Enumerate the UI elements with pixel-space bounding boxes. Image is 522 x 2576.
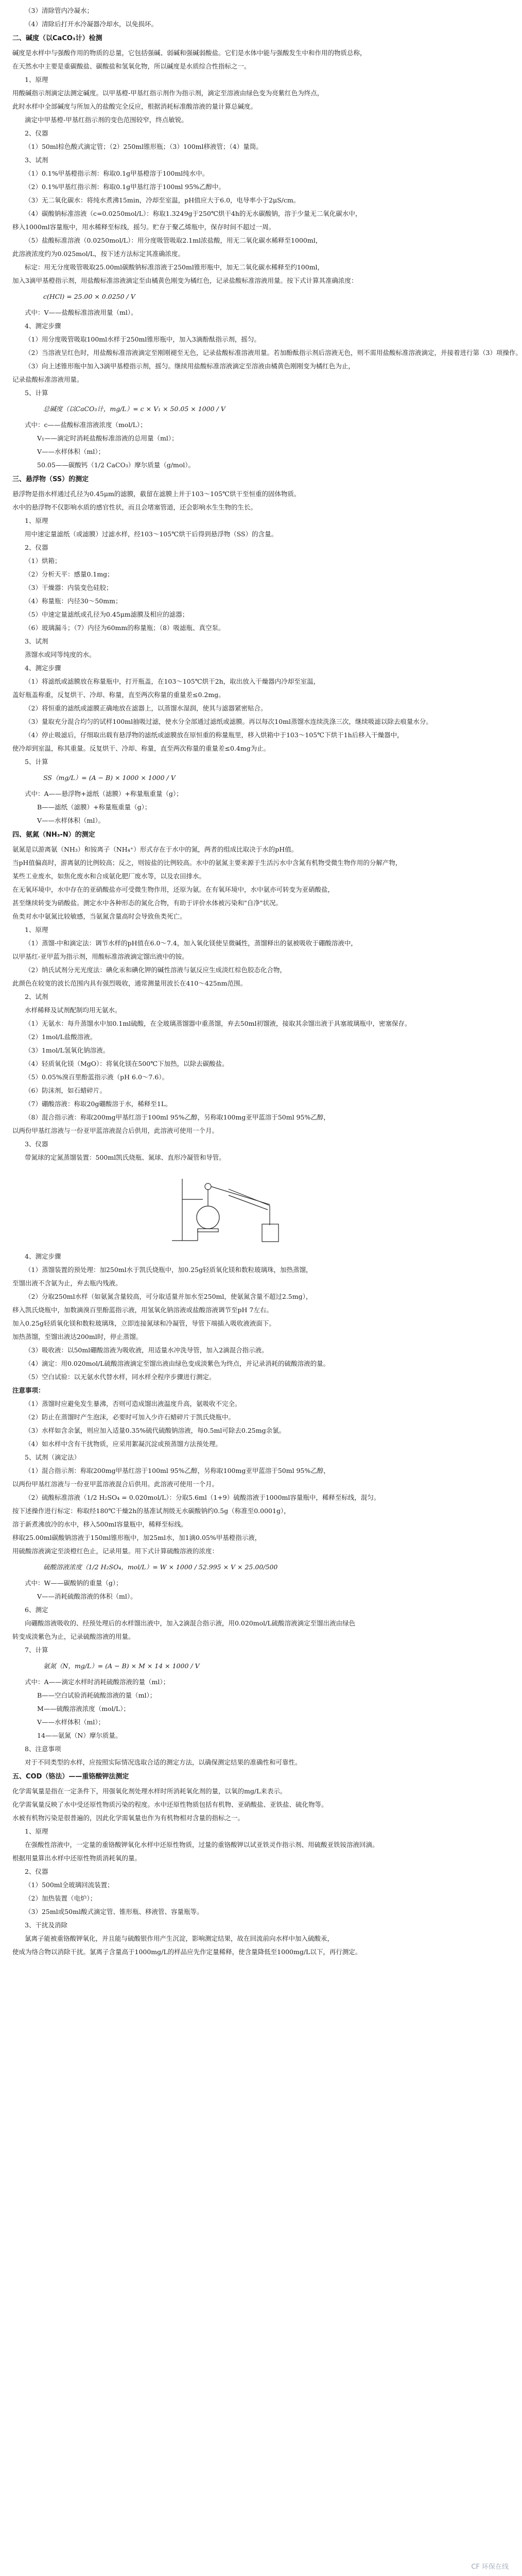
text-line: 水中的悬浮物不仅影响水质的感官性状，而且会堵塞管道，还会影响水生生物的生长。 bbox=[12, 503, 257, 511]
text-line: 式中：c——盐酸标准溶液浓度（mol/L）； bbox=[25, 421, 147, 429]
text-line: 1、原理 bbox=[25, 517, 48, 524]
text-line: （5）中速定量滤纸或孔径为0.45μm滤膜及相应的滤器； bbox=[25, 611, 189, 618]
text-line: 溶于新煮沸放冷的水中，移入500ml容量瓶中，稀释至标线。 bbox=[12, 1520, 187, 1528]
text-line: （3）量取充分混合均匀的试样100ml抽吸过滤，使水分全部通过滤纸或滤膜。再以每次10ml蒸馏水连续洗涤三次，继续吸滤以除去痕量水分。 bbox=[25, 718, 432, 725]
text-line: 3、试剂 bbox=[25, 156, 48, 164]
text-line: 加热蒸馏，至馏出液达200ml时，停止蒸馏。 bbox=[12, 1333, 143, 1341]
text-line: （2）分析天平：感量0.1mg； bbox=[25, 570, 114, 578]
text-line: 碱度是水样中与强酸作用的物质的总量，它包括强碱、弱碱和强碱弱酸盐。它们是水体中能与强酸发生中和作用的物质总称， bbox=[12, 49, 367, 57]
text-line: 使冷却到室温，称其重量。反复烘干、冷却、称量，直至两次称量的重量差≤0.4mg为止。 bbox=[12, 744, 270, 752]
text-line: V——水样体积（ml）。 bbox=[37, 817, 105, 824]
text-line: 移取25.00ml碳酸钠溶液于150ml锥形瓶中，加25ml水，加1滴0.05%甲基橙指示液， bbox=[12, 1534, 262, 1541]
text-line: 此溶液浓度约为0.025mol/L，按下述方法标定其准确浓度。 bbox=[12, 250, 185, 258]
text-line: 5、计算 bbox=[25, 758, 48, 766]
text-line: 加入3滴甲基橙指示剂，用盐酸标准溶液滴定至由橘黄色刚变为橘红色，记录盐酸标准溶液用量。按下式计算其准确浓度： bbox=[12, 277, 358, 284]
text-line: 以两份甲基红溶液与一份亚甲蓝溶液混合后供用。此溶液可使用一个月。 bbox=[12, 1480, 219, 1488]
formula-line: 硫酸溶液浓度（1/2 H₂SO₄，mol/L）= W × 1000 / 52.995 × V × 25.00/500 bbox=[43, 1563, 278, 1571]
text-line: 式中：W——碳酸钠的重量（g）； bbox=[25, 1579, 123, 1587]
text-line: 氨氮是以游离氨（NH₃）和铵离子（NH₄⁺）形式存在于水中的氮，两者的组成比取决于水的pH值。 bbox=[12, 845, 298, 853]
text-line: V₁——滴定时消耗盐酸标准溶液的总用量（ml）； bbox=[37, 434, 178, 442]
text-line: （3）吸收液：以50ml硼酸溶液为吸收液，用适量水冲洗导管，加入2滴混合指示液。 bbox=[25, 1346, 268, 1354]
text-line: 5、计算 bbox=[25, 389, 48, 397]
text-line: 3、仪器 bbox=[25, 1140, 48, 1148]
text-line: 记录盐酸标准溶液用量。 bbox=[12, 376, 83, 383]
section-heading: 四、氨氮（NH₃-N）的测定 bbox=[12, 831, 95, 839]
text-line: 1、原理 bbox=[25, 76, 48, 83]
text-line: （4）如水样中含有干扰物质，应采用絮凝沉淀或预蒸馏方法预处理。 bbox=[25, 1440, 222, 1448]
text-line: 此时水样中全部碱度与所加入的盐酸完全反应，根据消耗标准酸溶液的量计算总碱度。 bbox=[12, 103, 257, 110]
text-line: 6、测定 bbox=[25, 1606, 48, 1614]
text-line: 2、仪器 bbox=[25, 544, 48, 551]
text-line: （2）将恒重的滤纸或滤膜正确地放在滤器上，以蒸馏水湿润，使其与滤器紧密贴合。 bbox=[25, 704, 267, 712]
text-line: （5）0.05%溴百里酚蓝指示液（pH 6.0～7.6）。 bbox=[25, 1073, 169, 1081]
text-line: 滴定中甲基橙-甲基红指示剂的变色范围较窄，终点敏锐。 bbox=[25, 116, 188, 124]
text-line: （2）当溶液呈红色时，用盐酸标准溶液滴定至刚刚褪至无色，记录盐酸标准溶液用量。若加酚酞指示剂后溶液无色，则不需用盐酸标准溶液滴定，并接着进行第（3）项操作。 bbox=[25, 349, 522, 357]
text-line: （1）0.1%甲基橙指示剂：称取0.1g甲基橙溶于100ml纯水中。 bbox=[25, 170, 209, 177]
text-line: V——水样体积（ml）； bbox=[37, 448, 105, 455]
text-line: （1）500ml全玻璃回流装置； bbox=[25, 1881, 114, 1889]
text-line: 使成为络合物以消除干扰。氯离子含量高于1000mg/L的样品应先作定量稀释，使含量降低至1000mg/L以下，再行测定。 bbox=[12, 1948, 362, 1956]
text-line: （1）蒸馏-中和滴定法：调节水样的pH值在6.0～7.4，加入氧化镁使呈微碱性，蒸馏释出的氨被吸收于硼酸溶液中， bbox=[25, 939, 357, 947]
text-line: （2）防止在蒸馏时产生泡沫，必要时可加入少许石蜡碎片于凯氏烧瓶中。 bbox=[25, 1413, 235, 1421]
section-heading: 三、悬浮物（SS）的测定 bbox=[12, 476, 89, 483]
text-line: （2）纳氏试剂分光光度法：碘化汞和碘化钾的碱性溶液与氨反应生成淡红棕色胶态化合物， bbox=[25, 966, 286, 974]
text-line: 按下述操作进行标定：称取经180℃干燥2h的基准试剂级无水碳酸钠约0.5g（称准至0.0001g）， bbox=[12, 1507, 290, 1515]
text-line: （4）称量瓶：内径30～50mm； bbox=[25, 597, 122, 605]
text-line: 当pH值偏高时，游离氨的比例较高；反之，则铵盐的比例较高。水中的氨氮主要来源于生活污水中含氮有机物受微生物作用的分解产物， bbox=[12, 859, 402, 867]
text-line: 4、测定步骤 bbox=[25, 322, 61, 330]
text-line: B——空白试验消耗硫酸溶液的量（ml）； bbox=[37, 1691, 156, 1699]
text-line: 注意事项： bbox=[12, 1386, 45, 1394]
text-line: 对于不同类型的水样，应按照实际情况选取合适的测定方法，以确保测定结果的准确性和可靠性。 bbox=[25, 1758, 302, 1766]
text-line: 以两份甲基红溶液与一份亚甲蓝溶液混合后供用，此溶液可使用一个月。 bbox=[12, 1127, 219, 1134]
text-line: （3）清除管内冷凝水； bbox=[25, 7, 93, 14]
distillation-apparatus-icon bbox=[167, 1168, 301, 1246]
text-line: 移入凯氏烧瓶中，加数滴溴百里酚蓝指示液，用氢氧化钠溶液或盐酸溶液调节至pH 7左右。 bbox=[12, 1306, 273, 1314]
text-line: 水样稀释及试剂配制均用无氨水。 bbox=[25, 1006, 121, 1014]
text-line: 式中：A——滴定水样时消耗硫酸溶液的量（ml）； bbox=[25, 1678, 170, 1686]
text-line: 式中：V——盐酸标准溶液用量（ml）。 bbox=[25, 309, 137, 316]
section-heading: 五、COD（铬法）——重铬酸钾法测定 bbox=[12, 1773, 129, 1781]
text-line: （4）清除后打开水冷凝器冷却水，以免损坏。 bbox=[25, 20, 158, 28]
text-line: （3）干燥器：内装变色硅胶； bbox=[25, 584, 113, 591]
distillation-apparatus-figure bbox=[167, 1168, 301, 1246]
text-line: （6）玻璃漏斗；（7）内径为60mm的称量瓶；（8）吸滤瓶、真空泵。 bbox=[25, 624, 225, 632]
text-line: 2、仪器 bbox=[25, 129, 48, 137]
text-line: （6）防沫剂，如石蜡碎片。 bbox=[25, 1087, 106, 1094]
watermark-text: CF 环保在线 bbox=[471, 2563, 509, 2571]
text-line: （1）混合指示剂：称取200mg甲基红溶于100ml 95%乙醇，另称取100mg亚甲蓝溶于50ml 95%乙醇， bbox=[25, 1467, 330, 1475]
text-line: 向硼酸溶液吸收的、经预处理后的水样馏出液中，加入2滴混合指示液，用0.020mol/L硫酸溶液滴定至馏出液由绿色 bbox=[25, 1619, 356, 1627]
text-line: （1）蒸馏装置的预处理：加250ml水于凯氏烧瓶中，加0.25g轻质氧化镁和数粒玻璃珠，加热蒸馏， bbox=[25, 1266, 312, 1274]
text-line: 式中：A——悬浮物+滤纸（滤膜）+称量瓶重量（g）； bbox=[25, 790, 183, 798]
text-line: 7、计算 bbox=[25, 1646, 48, 1654]
text-line: 用硫酸溶液滴定至淡橙红色止，记录用量。用下式计算硫酸溶液的浓度： bbox=[12, 1547, 219, 1555]
text-line: 甚至继续转变为硝酸盐。测定水中各种形态的氮化合物，有助于评价水体被污染和"自净"状况。 bbox=[12, 899, 283, 907]
text-line: 加入0.25g轻质氧化镁和数粒玻璃珠，立即连接氮球和冷凝管，导管下端插入吸收液液面下。 bbox=[12, 1319, 275, 1327]
text-line: （1）将滤纸或滤膜放在称量瓶中，打开瓶盖，在103～105℃烘干2h，取出放入干燥器内冷却至室温， bbox=[25, 677, 320, 685]
text-line: 此颜色在较宽的波长范围内具有强烈吸收，通常测量用波长在410～425nm范围。 bbox=[12, 979, 247, 987]
text-line: （1）50ml棕色酸式滴定管；（2）250ml锥形瓶；（3）100ml移液管；（4）量筒。 bbox=[25, 143, 263, 150]
text-line: 1、原理 bbox=[25, 1827, 48, 1835]
text-line: （1）蒸馏时应避免发生暴沸，否则可造成馏出液温度升高，氨吸收不完全。 bbox=[25, 1400, 241, 1408]
text-line: 用酸碱指示剂滴定法测定碱度。以甲基橙-甲基红指示剂作为指示剂，滴定至溶液由绿色变为亮紫红色为终点， bbox=[12, 89, 324, 97]
text-line: （3）无二氧化碳水：将纯水煮沸15min，冷却至室温，pH值应大于6.0，电导率小于2μS/cm。 bbox=[25, 196, 300, 204]
text-line: （2）加热装置（电炉）； bbox=[25, 1894, 97, 1902]
text-line: （2）0.1%甲基红指示剂：称取0.1g甲基红溶于100ml 95%乙醇中。 bbox=[25, 183, 225, 191]
text-line: 4、测定步骤 bbox=[25, 664, 61, 672]
text-line: 水被有机物污染是很普遍的，因此化学需氧量也作为有机物相对含量的指标之一。 bbox=[12, 1814, 245, 1822]
text-line: （4）轻质氧化镁（MgO）：将氧化镁在500℃下加热，以除去碳酸盐。 bbox=[25, 1060, 229, 1067]
text-line: （4）碳酸钠标准溶液（c=0.0250mol/L）：称取1.3249g于250℃烘干4h的无水碳酸钠，溶于少量无二氧化碳水中， bbox=[25, 210, 362, 217]
text-line: V——消耗硫酸溶液的体积（ml）。 bbox=[37, 1592, 137, 1600]
text-line: （2）硫酸标准溶液（1/2 H₂SO₄ = 0.020mol/L）：分取5.6ml（1+9）硫酸溶液于1000ml容量瓶中，稀释至标线，混匀。 bbox=[25, 1494, 380, 1501]
formula-line: 氨氮（N，mg/L）= (A − B) × M × 14 × 1000 / V bbox=[43, 1662, 200, 1670]
text-line: （4）滴定：用0.020mol/L硫酸溶液滴定至馏出液由绿色变成淡紫色为终点，并记录消耗的硫酸溶液的量。 bbox=[25, 1360, 330, 1367]
text-line: 盖好瓶盖称重，反复烘干、冷却、称量，直至两次称量的重量差≤0.2mg。 bbox=[12, 691, 225, 699]
text-line: 转变成淡紫色为止，记录硫酸溶液的用量。 bbox=[12, 1633, 135, 1640]
text-line: 14——氨氮（N）摩尔质量。 bbox=[37, 1732, 122, 1739]
text-line: 5、试剂（滴定法） bbox=[25, 1453, 80, 1461]
text-line: 在无氧环境中，水中存在的亚硝酸盐亦可受微生物作用，还原为氨。在有氧环境中，水中氨亦可转变为亚硝酸盐， bbox=[12, 886, 335, 893]
text-line: （7）硼酸溶液：称取20g硼酸溶于水，稀释至1L。 bbox=[25, 1100, 172, 1108]
text-line: （5）盐酸标准溶液（0.0250mol/L）：用分度吸管吸取2.1ml浓盐酸，用无二氧化碳水稀释至1000ml， bbox=[25, 236, 322, 244]
text-line: （3）向上述锥形瓶中加入3滴甲基橙指示剂，摇匀。继续用盐酸标准溶液滴定至溶液由橘黄色刚刚变为橘红色为止， bbox=[25, 362, 355, 370]
text-line: V——水样体积（ml）； bbox=[37, 1718, 105, 1726]
text-line: M——硫酸溶液浓度（mol/L）； bbox=[37, 1705, 130, 1713]
text-line: 悬浮物是指水样通过孔径为0.45μm的滤膜，截留在滤膜上并于103～105℃烘干至恒重的固体物质。 bbox=[12, 490, 301, 498]
text-line: 某些工业废水，如焦化废水和合成氨化肥厂废水等，以及农田排水。 bbox=[12, 872, 206, 880]
text-line: B——滤纸（滤膜）+称量瓶重量（g）； bbox=[37, 803, 151, 811]
text-line: 蒸馏水或同等纯度的水。 bbox=[25, 651, 96, 658]
text-line: 移入1000ml容量瓶中，用水稀释至标线，摇匀。贮存于聚乙烯瓶中，保存时间不超过一周。 bbox=[12, 223, 275, 231]
text-line: （4）停止吸滤后，仔细取出载有悬浮物的滤纸或滤膜放在原恒重的称量瓶里，移入烘箱中于103～105℃下烘干1h后移入干燥器中， bbox=[25, 731, 404, 739]
section-heading: 二、碱度（以CaCO₃计）检测 bbox=[12, 35, 102, 42]
text-line: （2）1mol/L盐酸溶液。 bbox=[25, 1033, 97, 1041]
text-line: 2、试剂 bbox=[25, 993, 48, 1001]
text-line: 3、干扰及消除 bbox=[25, 1921, 67, 1929]
formula-line: 总碱度（以CaCO₃计，mg/L）= c × V₁ × 50.05 × 1000 / V bbox=[43, 405, 225, 413]
text-line: 氯离子能被重铬酸钾氧化，并且能与硫酸银作用产生沉淀，影响测定结果，故在回流前向水样中加入硫酸汞， bbox=[25, 1935, 334, 1942]
text-line: 化学需氧量反映了水中受还原性物质污染的程度。水中还原性物质包括有机物、亚硝酸盐、亚铁盐、硫化物等。 bbox=[12, 1801, 328, 1808]
text-line: 在天然水中主要是重碳酸盐、碳酸盐和氢氧化物，所以碱度是水质综合性指标之一。 bbox=[12, 62, 251, 70]
text-line: （8）混合指示液：称取200mg甲基红溶于100ml 95%乙醇，另称取100mg亚甲蓝溶于50ml 95%乙醇， bbox=[25, 1113, 330, 1121]
text-line: 标定：用无分度吸管吸取25.00ml碳酸钠标准溶液于250ml锥形瓶中，加无二氧化碳水稀释至约100ml， bbox=[25, 263, 324, 271]
text-line: 在强酸性溶液中，一定量的重铬酸钾氧化水样中还原性物质，过量的重铬酸钾以试亚铁灵作指示剂、用硫酸亚铁铵溶液回滴。 bbox=[25, 1841, 379, 1849]
text-line: 用中速定量滤纸（或滤膜）过滤水样，经103～105℃烘干后得到悬浮物（SS）的含量。 bbox=[25, 530, 278, 538]
text-line: （1）无氨水：每升蒸馏水中加0.1ml硫酸，在全玻璃蒸馏器中重蒸馏，弃去50ml初馏液，接取其余馏出液于具塞玻璃瓶中，密塞保存。 bbox=[25, 1020, 411, 1027]
text-line: 4、测定步骤 bbox=[25, 1252, 61, 1260]
text-line: 带氮球的定氮蒸馏装置：500ml凯氏烧瓶、氮球、直形冷凝管和导管。 bbox=[25, 1154, 225, 1161]
text-line: （1）烘箱； bbox=[25, 557, 61, 565]
watermark-logo bbox=[471, 2561, 509, 2571]
text-line: （1）用分度吸管吸取100ml水样于250ml锥形瓶中，加入3滴酚酞指示剂，摇匀。 bbox=[25, 335, 260, 343]
text-line: （3）25ml或50ml酸式滴定管、锥形瓶、移液管、容量瓶等。 bbox=[25, 1908, 203, 1916]
text-line: （3）1mol/L氢氧化钠溶液。 bbox=[25, 1046, 110, 1054]
text-line: 8、注意事项 bbox=[25, 1745, 61, 1753]
text-line: 50.05——碳酸钙（1/2 CaCO₃）摩尔质量（g/mol）。 bbox=[37, 461, 195, 469]
text-line: （3）水样如含余氯，则应加入适量0.35%硫代硫酸钠溶液，每0.5ml可除去0.25mg余氯。 bbox=[25, 1427, 286, 1434]
text-line: 以甲基红-亚甲蓝为指示剂，用酸标准溶液滴定馏出液中的铵。 bbox=[12, 953, 188, 960]
text-line: 3、试剂 bbox=[25, 637, 48, 645]
formula-line: c(HCl) = 25.00 × 0.0250 / V bbox=[43, 293, 135, 300]
text-line: 鱼类对水中氨氮比较敏感，当氨氮含量高时会导致鱼类死亡。 bbox=[12, 912, 186, 920]
formula-line: SS（mg/L）= (A − B) × 1000 × 1000 / V bbox=[43, 774, 176, 782]
text-line: 1、原理 bbox=[25, 926, 48, 934]
text-line: 2、仪器 bbox=[25, 1868, 48, 1875]
text-line: 化学需氧量是指在一定条件下，用强氧化剂处理水样时所消耗氧化剂的量，以氧的mg/L来表示。 bbox=[12, 1787, 287, 1795]
text-line: 根据用量算出水样中还原性物质消耗氧的量。 bbox=[12, 1854, 142, 1862]
text-line: （5）空白试验：以无氨水代替水样，同水样全程序步骤进行测定。 bbox=[25, 1373, 216, 1381]
text-line: 至馏出液不含氨为止，弃去瓶内残液。 bbox=[12, 1279, 122, 1287]
text-line: （2）分取250ml水样（如氨氮含量较高，可分取适量并加水至250ml，使氨氮含量不超过2.5mg）， bbox=[25, 1293, 312, 1300]
